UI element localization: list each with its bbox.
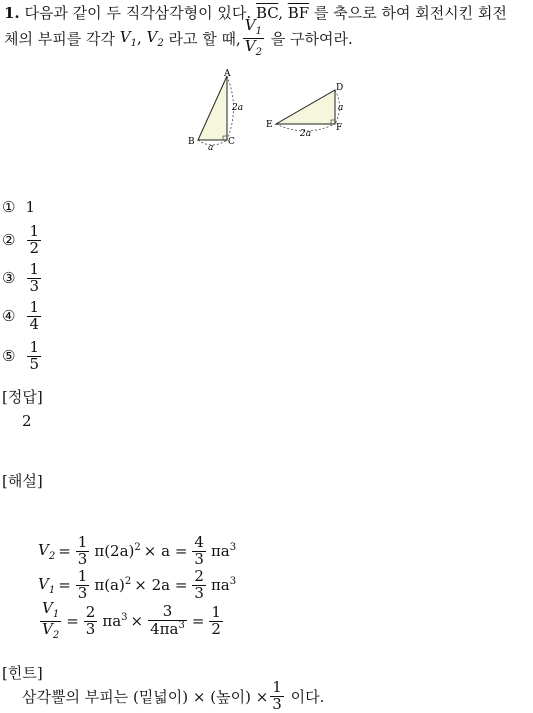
hint-tail: 이다. bbox=[290, 687, 325, 706]
equation-ratio: $\frac{V_1}{V_2}$ = $\frac{2}{3}$ $\pi a^3$ × $\frac{3}{4\pi a^3}$ = $\frac{1}{2}$ bbox=[42, 599, 221, 641]
question-line-1: 1. 다음과 같이 두 직각삼각형이 있다. $\overline{BC}$, $\overline{BF}$ 를 축으로 하여 회전시킨 회전 bbox=[4, 4, 507, 22]
answer-value: 2 bbox=[22, 412, 32, 430]
explanation-label: [해설] bbox=[2, 472, 43, 490]
choice-marker-3: ③ bbox=[2, 269, 16, 287]
choice-fraction-5: $\frac{1}{5}$ bbox=[29, 337, 39, 373]
choice-fraction-3: $\frac{1}{3}$ bbox=[29, 259, 39, 295]
question-text-2a: 체의 부피를 각각 bbox=[4, 29, 115, 48]
v2-symbol: $V_2$ bbox=[146, 27, 164, 49]
question-number: 1. bbox=[4, 4, 20, 22]
segment-bf: $\overline{BF}$ bbox=[287, 4, 310, 22]
hint-text: 삼각뿔의 부피는 (밑넓이) × (높이) × bbox=[22, 687, 269, 706]
label-side-2a: 2a bbox=[232, 103, 244, 113]
label-a-vertex: A bbox=[224, 69, 231, 79]
ratio-fraction: $\frac{V_1}{V_2}$ bbox=[244, 16, 262, 58]
label-side-a: a bbox=[208, 143, 214, 152]
label-side-2a-2: 2a bbox=[300, 129, 312, 139]
question-text-2c: 을 구하여라. bbox=[270, 29, 353, 48]
hint-label: [힌트] bbox=[2, 664, 43, 682]
answer-label: [정답] bbox=[2, 388, 43, 406]
equation-v1: $V_1$ = $\frac{1}{3}$ $\pi(a)^2$ × 2a = $\frac{2}{3}$ $\pi a^3$ bbox=[38, 566, 237, 602]
choice-marker-1: ① bbox=[2, 198, 16, 216]
equation-v2: $V_2$ = $\frac{1}{3}$ $\pi(2a)^2$ × a = $\frac{4}{3}$ $\pi a^3$ bbox=[38, 532, 237, 568]
label-d-vertex: D bbox=[336, 83, 344, 93]
question-text-1b: 를 축으로 하여 회전시킨 회전 bbox=[313, 4, 507, 22]
hint-text-line bbox=[22, 680, 324, 713]
choice-fraction-4: $\frac{1}{4}$ bbox=[29, 297, 39, 333]
choice-3[interactable] bbox=[2, 260, 43, 296]
choice-marker-2: ② bbox=[2, 231, 16, 249]
choice-fraction-2: $\frac{1}{2}$ bbox=[29, 221, 39, 257]
label-c-vertex: C bbox=[228, 137, 235, 147]
question-line-2: 체의 부피를 각각 $V_1$ , $V_2$ 라고 할 때, $\frac{V_1}{V_2}$ 을 구하여라. bbox=[4, 16, 353, 58]
choice-1[interactable] bbox=[2, 198, 35, 216]
choice-4[interactable] bbox=[2, 298, 43, 334]
triangles-figure bbox=[180, 66, 360, 152]
label-f-vertex: F bbox=[336, 123, 343, 133]
triangle-abc bbox=[198, 76, 227, 140]
choice-value-1: 1 bbox=[25, 198, 35, 216]
hint-fraction: $\frac{1}{3}$ bbox=[272, 678, 282, 713]
triangle-def bbox=[276, 90, 335, 124]
label-b-vertex: B bbox=[188, 137, 195, 147]
choice-marker-5: ⑤ bbox=[2, 347, 16, 365]
question-text-2b: 라고 할 때, bbox=[168, 29, 241, 48]
label-e-vertex: E bbox=[266, 120, 273, 130]
label-side-a-2: a bbox=[338, 103, 344, 113]
segment-bc: $\overline{BC}$ bbox=[255, 4, 279, 22]
v1-symbol: $V_1$ bbox=[119, 27, 137, 49]
choice-5[interactable] bbox=[2, 338, 43, 374]
choice-2[interactable] bbox=[2, 222, 43, 258]
choice-marker-4: ④ bbox=[2, 307, 16, 325]
question-text-1: 다음과 같이 두 직각삼각형이 있다. bbox=[24, 4, 252, 22]
